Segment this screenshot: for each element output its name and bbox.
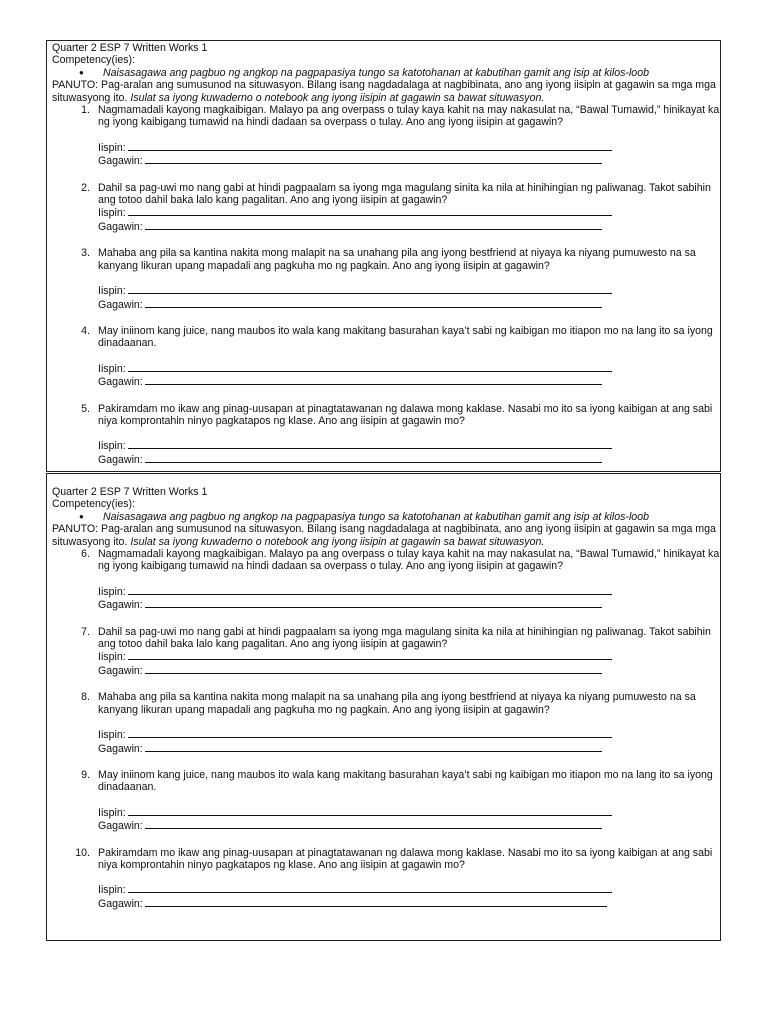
- question-number: 1.: [81, 104, 90, 117]
- iispin-label: Iispin:: [98, 884, 126, 897]
- competency-label: Competency(ies):: [52, 498, 136, 511]
- panuto-line-2: [52, 92, 716, 104]
- iispin-label: Iispin:: [98, 141, 126, 154]
- worksheet-box-2: [46, 473, 721, 941]
- gagawin-blank[interactable]: [145, 598, 602, 608]
- competency-item: [52, 511, 716, 523]
- bullet-icon: ●: [79, 511, 84, 521]
- gagawin-label: Gagawin:: [98, 453, 143, 466]
- gagawin-answer-line[interactable]: [98, 375, 716, 388]
- question-number: 9.: [81, 768, 90, 781]
- question-text-line-2: ng iyong kaibigang tumawid na hindi dadaan sa overpass o tulay. Ano ang iyong iisipin at gagawin?: [98, 116, 564, 129]
- gagawin-blank[interactable]: [145, 298, 602, 308]
- question-item: [52, 182, 716, 248]
- gagawin-answer-line[interactable]: [98, 742, 716, 755]
- question-number: 6.: [81, 548, 90, 561]
- question-item: [52, 325, 716, 403]
- gagawin-blank[interactable]: [145, 154, 602, 164]
- panuto-line-1: PANUTO: Pag-aralan ang sumusunod na situwasyon. Bilang isang nagdadalaga at nagbibinata, ano ang iyong iisipin at gagawin sa mga mga: [52, 523, 716, 536]
- iispin-blank[interactable]: [128, 585, 612, 595]
- iispin-label: Iispin:: [98, 362, 126, 375]
- iispin-answer-line[interactable]: [98, 806, 716, 819]
- question-text-line-1: Mahaba ang pila sa kantina nakita mong malapit na sa unahang pila ang iyong bestfriend at niyaya ka niyang pumuwesto na sa: [98, 247, 696, 260]
- question-item: [52, 691, 716, 769]
- question-text-line-1: Nagmamadali kayong magkaibigan. Malayo pa ang overpass o tulay kaya kahit na may nakasulat na, “Bawal Tumawid,” hinikayat ka: [98, 548, 720, 561]
- gagawin-answer-line[interactable]: [98, 598, 716, 611]
- iispin-blank[interactable]: [128, 650, 612, 660]
- iispin-answer-line[interactable]: [98, 650, 716, 663]
- question-number: 4.: [81, 324, 90, 337]
- question-text-line-1: Pakiramdam mo ikaw ang pinag-uusapan at pinagtatawanan ng dalawa mong kaklase. Nasabi mo ito sa iyong kaibigan at ang sabi: [98, 846, 713, 859]
- competency-text: Naisasagawa ang pagbuo ng angkop na pagpapasiya tungo sa katotohanan at kabutihan gamit ang isip at kilos-loob: [103, 510, 649, 523]
- competency-item: [52, 67, 716, 79]
- iispin-answer-line[interactable]: [98, 206, 716, 219]
- worksheet-header: Quarter 2 ESP 7 Written Works 1: [52, 486, 208, 498]
- gagawin-label: Gagawin:: [98, 155, 143, 168]
- gagawin-answer-line[interactable]: [98, 819, 716, 832]
- gagawin-label: Gagawin:: [98, 599, 143, 612]
- question-text-line-2: dinadaanan.: [98, 781, 157, 794]
- question-number: 7.: [81, 625, 90, 638]
- question-list: [52, 104, 720, 466]
- question-text-line-1: Dahil sa pag-uwi mo nang gabi at hindi pagpaalam sa iyong mga magulang sinita ka nila at hinihingian ng paliwanag. Takot sabihin: [98, 625, 711, 638]
- gagawin-label: Gagawin:: [98, 897, 143, 910]
- gagawin-blank[interactable]: [145, 375, 602, 385]
- gagawin-answer-line[interactable]: [98, 298, 716, 311]
- question-list: [52, 548, 720, 910]
- question-item: [52, 769, 716, 847]
- iispin-label: Iispin:: [98, 806, 126, 819]
- gagawin-blank[interactable]: [145, 453, 602, 463]
- question-item: [52, 847, 716, 911]
- question-text-line-2: ang totoo dahil baka lalo kang pagalitan. Ano ang iyong iisipin at gagawin?: [98, 194, 448, 207]
- panuto-plain: situwasyong ito.: [52, 535, 131, 548]
- gagawin-answer-line[interactable]: [98, 664, 716, 677]
- iispin-label: Iispin:: [98, 285, 126, 298]
- gagawin-label: Gagawin:: [98, 376, 143, 389]
- question-text-line-1: Mahaba ang pila sa kantina nakita mong malapit na sa unahang pila ang iyong bestfriend at niyaya ka niyang pumuwesto na sa: [98, 691, 696, 704]
- question-text-line-2: dinadaanan.: [98, 337, 157, 350]
- worksheet-content: [52, 486, 720, 910]
- iispin-label: Iispin:: [98, 440, 126, 453]
- question-item: [52, 403, 716, 467]
- question-text-line-2: niya komprontahin ninyo pagkatapos ng klase. Ano ang iisipin at gagawin mo?: [98, 858, 465, 871]
- iispin-answer-line[interactable]: [98, 284, 716, 297]
- question-item: [52, 104, 720, 182]
- question-number: 5.: [81, 402, 90, 415]
- question-text-line-2: kanyang likuran upang mapadali ang pagkuha mo ng pagkain. Ano ang iyong iisipin at gagawin?: [98, 703, 550, 716]
- iispin-blank[interactable]: [128, 883, 612, 893]
- question-text-line-1: Dahil sa pag-uwi mo nang gabi at hindi pagpaalam sa iyong mga magulang sinita ka nila at hinihingian ng paliwanag. Takot sabihin: [98, 181, 711, 194]
- iispin-answer-line[interactable]: [98, 362, 716, 375]
- gagawin-blank[interactable]: [145, 220, 602, 230]
- iispin-blank[interactable]: [128, 728, 612, 738]
- iispin-answer-line[interactable]: [98, 141, 716, 154]
- question-text-line-1: May iniinom kang juice, nang maubos ito wala kang makitang basurahan kaya’t sabi ng kaibigan mo itiapon mo na lang ito sa iyong: [98, 768, 713, 781]
- gagawin-blank[interactable]: [145, 819, 602, 829]
- competency-text: Naisasagawa ang pagbuo ng angkop na pagpapasiya tungo sa katotohanan at kabutihan gamit ang isip at kilos-loob: [103, 66, 649, 79]
- panuto-instruction: Isulat sa iyong kuwaderno o notebook ang iyong iisipin at gagawin sa bawat situwasyon.: [130, 535, 545, 548]
- gagawin-label: Gagawin:: [98, 298, 143, 311]
- gagawin-answer-line[interactable]: [98, 897, 716, 910]
- gagawin-label: Gagawin:: [98, 664, 143, 677]
- question-item: [52, 626, 716, 692]
- iispin-answer-line[interactable]: [98, 883, 716, 896]
- gagawin-blank[interactable]: [145, 742, 602, 752]
- iispin-label: Iispin:: [98, 729, 126, 742]
- panuto-line-1: PANUTO: Pag-aralan ang sumusunod na situwasyon. Bilang isang nagdadalaga at nagbibinata, ano ang iyong iisipin at gagawin sa mga mga: [52, 79, 716, 92]
- iispin-blank[interactable]: [128, 362, 612, 372]
- question-number: 10.: [75, 846, 90, 859]
- panuto-plain: situwasyong ito.: [52, 91, 131, 104]
- worksheet-header: Quarter 2 ESP 7 Written Works 1: [52, 42, 208, 54]
- gagawin-answer-line[interactable]: [98, 220, 716, 233]
- question-number: 3.: [81, 247, 90, 260]
- iispin-answer-line[interactable]: [98, 728, 716, 741]
- iispin-label: Iispin:: [98, 207, 126, 220]
- question-number: 2.: [81, 181, 90, 194]
- question-item: [52, 548, 720, 626]
- panuto-line-2: [52, 536, 716, 548]
- iispin-blank[interactable]: [128, 439, 612, 449]
- gagawin-label: Gagawin:: [98, 820, 143, 833]
- question-text-line-2: ang totoo dahil baka lalo kang pagalitan. Ano ang iyong iisipin at gagawin?: [98, 638, 448, 651]
- worksheet-box-1: [46, 40, 721, 472]
- question-text-line-2: niya komprontahin ninyo pagkatapos ng klase. Ano ang iisipin at gagawin mo?: [98, 414, 465, 427]
- iispin-answer-line[interactable]: [98, 439, 716, 452]
- question-text-line-1: Pakiramdam mo ikaw ang pinag-uusapan at pinagtatawanan ng dalawa mong kaklase. Nasabi mo ito sa iyong kaibigan at ang sabi: [98, 402, 713, 415]
- panuto-instruction: Isulat sa iyong kuwaderno o notebook ang iyong iisipin at gagawin sa bawat situwasyon.: [130, 91, 545, 104]
- iispin-answer-line[interactable]: [98, 585, 716, 598]
- gagawin-answer-line[interactable]: [98, 453, 716, 466]
- question-number: 8.: [81, 691, 90, 704]
- question-item: [52, 247, 716, 325]
- gagawin-answer-line[interactable]: [98, 154, 716, 167]
- competency-label: Competency(ies):: [52, 54, 136, 67]
- question-text-line-2: ng iyong kaibigang tumawid na hindi dadaan sa overpass o tulay. Ano ang iyong iisipin at gagawin?: [98, 560, 564, 573]
- iispin-blank[interactable]: [128, 284, 612, 294]
- iispin-label: Iispin:: [98, 651, 126, 664]
- worksheet-content: [52, 42, 720, 466]
- gagawin-label: Gagawin:: [98, 742, 143, 755]
- iispin-label: Iispin:: [98, 585, 126, 598]
- gagawin-label: Gagawin:: [98, 220, 143, 233]
- question-text-line-1: May iniinom kang juice, nang maubos ito wala kang makitang basurahan kaya’t sabi ng kaibigan mo itiapon mo na lang ito sa iyong: [98, 324, 713, 337]
- iispin-blank[interactable]: [128, 206, 612, 216]
- question-text-line-2: kanyang likuran upang mapadali ang pagkuha mo ng pagkain. Ano ang iyong iisipin at gagawin?: [98, 259, 550, 272]
- iispin-blank[interactable]: [128, 141, 612, 151]
- iispin-blank[interactable]: [128, 806, 612, 816]
- bullet-icon: ●: [79, 67, 84, 77]
- gagawin-blank[interactable]: [145, 897, 607, 907]
- question-text-line-1: Nagmamadali kayong magkaibigan. Malayo pa ang overpass o tulay kaya kahit na may nakasulat na, “Bawal Tumawid,” hinikayat ka: [98, 104, 720, 117]
- gagawin-blank[interactable]: [145, 664, 602, 674]
